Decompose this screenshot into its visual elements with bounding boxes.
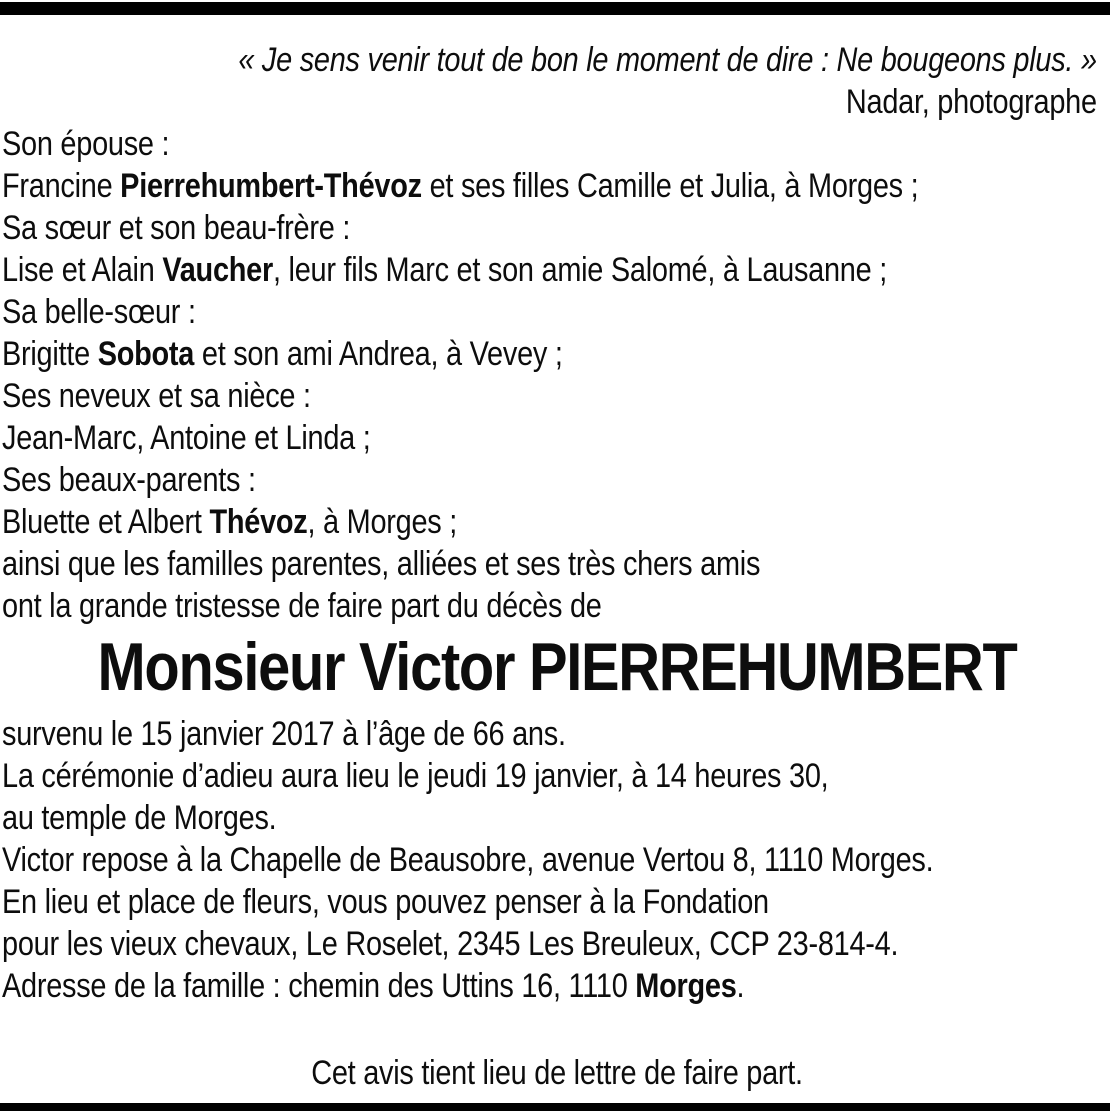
notice-line bbox=[2, 459, 1110, 501]
text-segment: au temple de Morges. bbox=[2, 799, 277, 837]
footer-line: Cet avis tient lieu de lettre de faire part. bbox=[311, 1054, 803, 1092]
notice-line bbox=[2, 501, 1110, 543]
text-segment: Lise et Alain bbox=[2, 251, 163, 289]
text-segment: Son épouse : bbox=[2, 125, 170, 163]
family-lines bbox=[2, 123, 1110, 627]
surname-bold: Thévoz bbox=[209, 503, 308, 541]
bottom-border-bar bbox=[0, 1103, 1110, 1111]
notice-line bbox=[2, 249, 1110, 291]
deceased-name-title: Monsieur Victor PIERREHUMBERT bbox=[97, 629, 1017, 705]
text-segment: Ses beaux-parents : bbox=[2, 461, 256, 499]
surname-bold: Vaucher bbox=[162, 251, 273, 289]
text-segment: Sa sœur et son beau-frère : bbox=[2, 209, 351, 247]
text-segment: Sa belle-sœur : bbox=[2, 293, 196, 331]
notice-line bbox=[2, 755, 1110, 797]
text-segment: La cérémonie d’adieu aura lieu le jeudi 19 janvier, à 14 heures 30, bbox=[2, 757, 829, 795]
surname-bold: Pierrehumbert-Thévoz bbox=[120, 167, 422, 205]
notice-line bbox=[2, 965, 1110, 1007]
text-segment: et son ami Andrea, à Vevey ; bbox=[194, 335, 563, 373]
text-segment: pour les vieux chevaux, Le Roselet, 2345 Les Breuleux, CCP 23-814-4. bbox=[2, 925, 899, 963]
text-segment: Brigitte bbox=[2, 335, 98, 373]
notice-line bbox=[2, 165, 1110, 207]
surname-bold: Morges bbox=[635, 967, 737, 1005]
notice-line bbox=[2, 713, 1110, 755]
notice-line bbox=[2, 333, 1110, 375]
details-lines bbox=[2, 713, 1110, 1007]
text-segment: ont la grande tristesse de faire part du décès de bbox=[2, 587, 602, 625]
text-segment: survenu le 15 janvier 2017 à l’âge de 66 ans. bbox=[2, 715, 566, 753]
text-segment: Jean-Marc, Antoine et Linda ; bbox=[2, 419, 371, 457]
text-segment: , leur fils Marc et son amie Salomé, à Lausanne ; bbox=[272, 251, 887, 289]
notice-line bbox=[2, 207, 1110, 249]
text-segment: En lieu et place de fleurs, vous pouvez penser à la Fondation bbox=[2, 883, 769, 921]
text-segment: Ses neveux et sa nièce : bbox=[2, 377, 311, 415]
text-segment: Bluette et Albert bbox=[2, 503, 210, 541]
notice-line bbox=[2, 291, 1110, 333]
notice-line bbox=[2, 417, 1110, 459]
notice-line bbox=[2, 375, 1110, 417]
top-border-bar bbox=[0, 2, 1110, 15]
text-segment: et ses filles Camille et Julia, à Morges ; bbox=[421, 167, 919, 205]
text-segment: . bbox=[736, 967, 745, 1005]
death-notice bbox=[2, 39, 1110, 1094]
notice-line bbox=[2, 123, 1110, 165]
notice-line bbox=[2, 881, 1110, 923]
notice-line bbox=[2, 797, 1110, 839]
text-segment: Victor repose à la Chapelle de Beausobre, avenue Vertou 8, 1110 Morges. bbox=[2, 841, 934, 879]
notice-line bbox=[2, 923, 1110, 965]
text-segment: , à Morges ; bbox=[307, 503, 458, 541]
notice-line bbox=[2, 839, 1110, 881]
quote-line: « Je sens venir tout de bon le moment de dire : Ne bougeons plus. » bbox=[238, 41, 1097, 79]
text-segment: ainsi que les familles parentes, alliées et ses très chers amis bbox=[2, 545, 761, 583]
notice-line bbox=[2, 585, 1110, 627]
text-segment: Adresse de la famille : chemin des Uttins 16, 1110 bbox=[2, 967, 636, 1005]
notice-line bbox=[2, 543, 1110, 585]
surname-bold: Sobota bbox=[97, 335, 195, 373]
text-segment: Francine bbox=[2, 167, 121, 205]
quote-attribution: Nadar, photographe bbox=[845, 83, 1097, 121]
